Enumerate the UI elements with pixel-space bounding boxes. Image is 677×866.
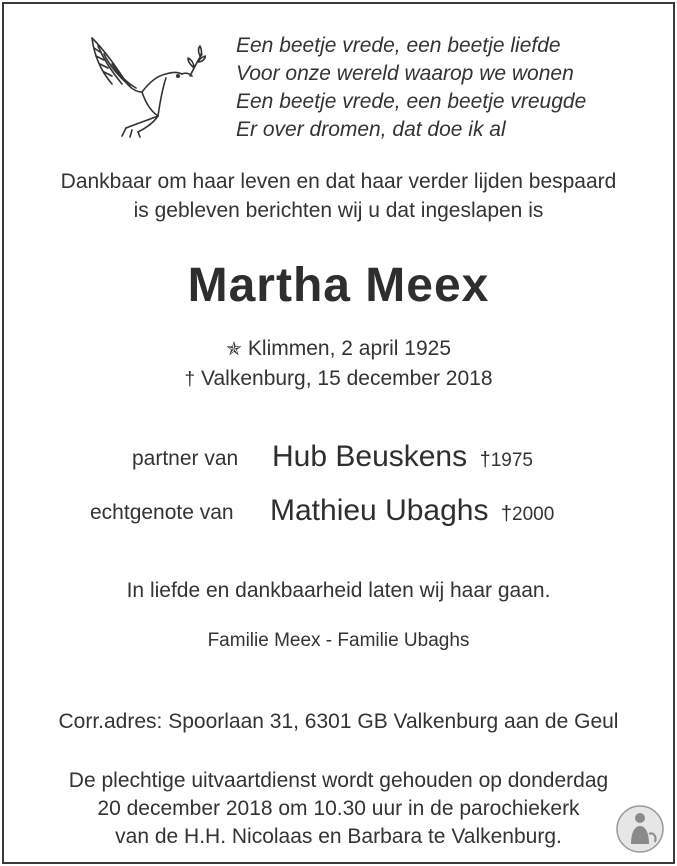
farewell-text: In liefde en dankbaarheid laten wij haar gaan.: [126, 579, 551, 602]
intro-line: is gebleven berichten wij u dat ingeslapen is: [133, 199, 544, 222]
service-line: van de H.H. Nicolaas en Barbara te Valkenburg.: [115, 825, 562, 848]
relation-partner: [132, 447, 238, 471]
relation-label: partner van: [132, 447, 239, 470]
relation-partner-name: [272, 440, 533, 474]
relation-year: 2000: [512, 504, 555, 525]
birth-text: Klimmen, 2 april 1925: [247, 337, 452, 360]
death-line: [4, 364, 673, 394]
correspondence-address: Corr.adres: Spoorlaan 31, 6301 GB Valkenburg aan de Geul: [58, 710, 619, 733]
cross-icon: †: [184, 369, 196, 390]
death-text: Valkenburg, 15 december 2018: [201, 367, 493, 390]
cross-icon: †: [479, 449, 491, 471]
service-line: 20 december 2018 om 10.30 uur in de parochiekerk: [97, 797, 580, 820]
undertaker-logo-icon: [615, 804, 665, 854]
intro-line: Dankbaar om haar leven en dat haar verder lijden bespaard: [60, 170, 617, 193]
deceased-name: Martha Meex: [187, 259, 490, 312]
relation-name: Hub Beuskens: [272, 440, 468, 473]
dove-icon: [86, 32, 206, 138]
poem-line: Een beetje vrede, een beetje liefde: [236, 34, 561, 57]
birth-line: [4, 334, 673, 364]
life-dates: [4, 334, 673, 394]
death-notice-card: [2, 2, 675, 864]
poem: [236, 32, 586, 144]
poem-line: Voor onze wereld waarop we wonen: [236, 62, 574, 85]
relation-name: Mathieu Ubaghs: [270, 494, 489, 527]
service-info: [4, 767, 673, 851]
relation-spouse-name: [270, 494, 554, 528]
service-line: De plechtige uitvaartdienst wordt gehouden op donderdag: [68, 769, 609, 792]
poem-line: Er over dromen, dat doe ik al: [236, 118, 506, 141]
poem-line: Een beetje vrede, een beetje vreugde: [236, 90, 587, 113]
relation-spouse: [90, 501, 234, 525]
family-signature: Familie Meex - Familie Ubaghs: [207, 630, 470, 651]
star-icon: ✯: [225, 339, 242, 360]
intro-text: [4, 167, 673, 225]
relation-year: 1975: [490, 450, 533, 471]
cross-icon: †: [500, 503, 513, 525]
relation-label: echtgenote van: [90, 501, 234, 524]
